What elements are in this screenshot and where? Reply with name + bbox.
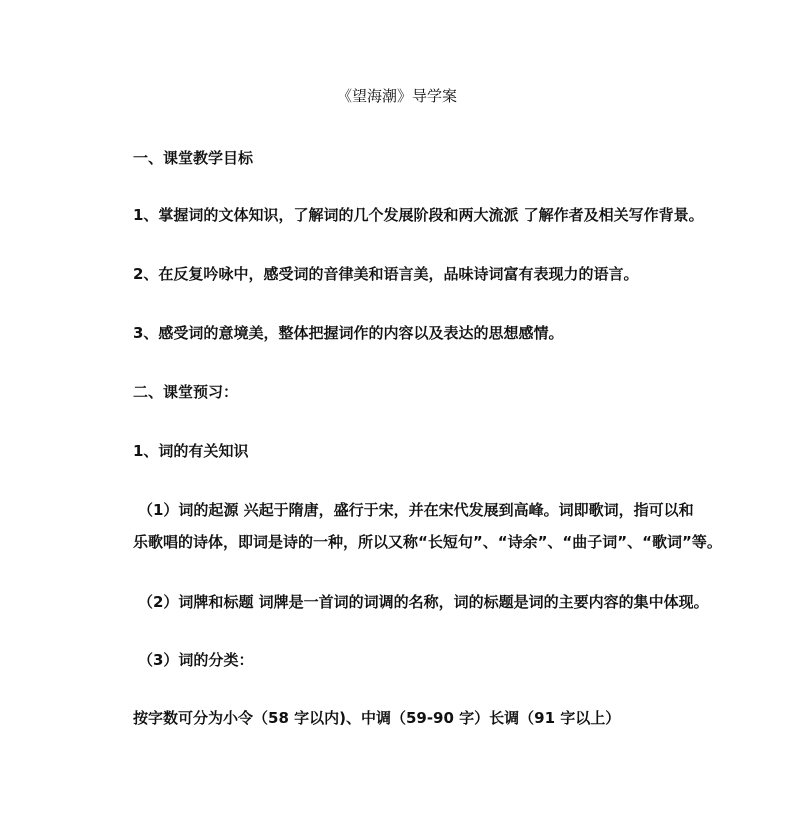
goal-item-2: 2、在反复吟咏中，感受词的音律美和语言美，品味诗词富有表现力的语言。 bbox=[133, 265, 639, 283]
paragraph-classification-by-length: 按字数可分为小令（58 字以内)、中调（59-90 字）长调（91 字以上） bbox=[133, 709, 621, 727]
subheading-ci-knowledge: 1、词的有关知识 bbox=[133, 442, 249, 460]
goal-item-1: 1、掌握词的文体知识，了解词的几个发展阶段和两大流派 了解作者及相关写作背景。 bbox=[133, 206, 704, 224]
paragraph-origin-line1: （1）词的起源 兴起于隋唐，盛行于宋，并在宋代发展到高峰。词即歌词，指可以和 bbox=[138, 501, 694, 519]
document-title: 《望海潮》导学案 bbox=[336, 87, 457, 105]
paragraph-classification-heading: （3）词的分类： bbox=[138, 651, 254, 669]
paragraph-cipai-title: （2）词牌和标题 词牌是一首词的词调的名称，词的标题是词的主要内容的集中体现。 bbox=[138, 593, 709, 611]
section-heading-preview: 二、课堂预习： bbox=[133, 383, 239, 401]
paragraph-origin-line2: 乐歌唱的诗体，即词是诗的一种，所以又称“长短句”、“诗余”、“曲子词”、“歌词”等。 bbox=[133, 533, 722, 551]
section-heading-teaching-goals: 一、课堂教学目标 bbox=[133, 149, 254, 167]
goal-item-3: 3、感受词的意境美，整体把握词作的内容以及表达的思想感情。 bbox=[133, 324, 564, 342]
